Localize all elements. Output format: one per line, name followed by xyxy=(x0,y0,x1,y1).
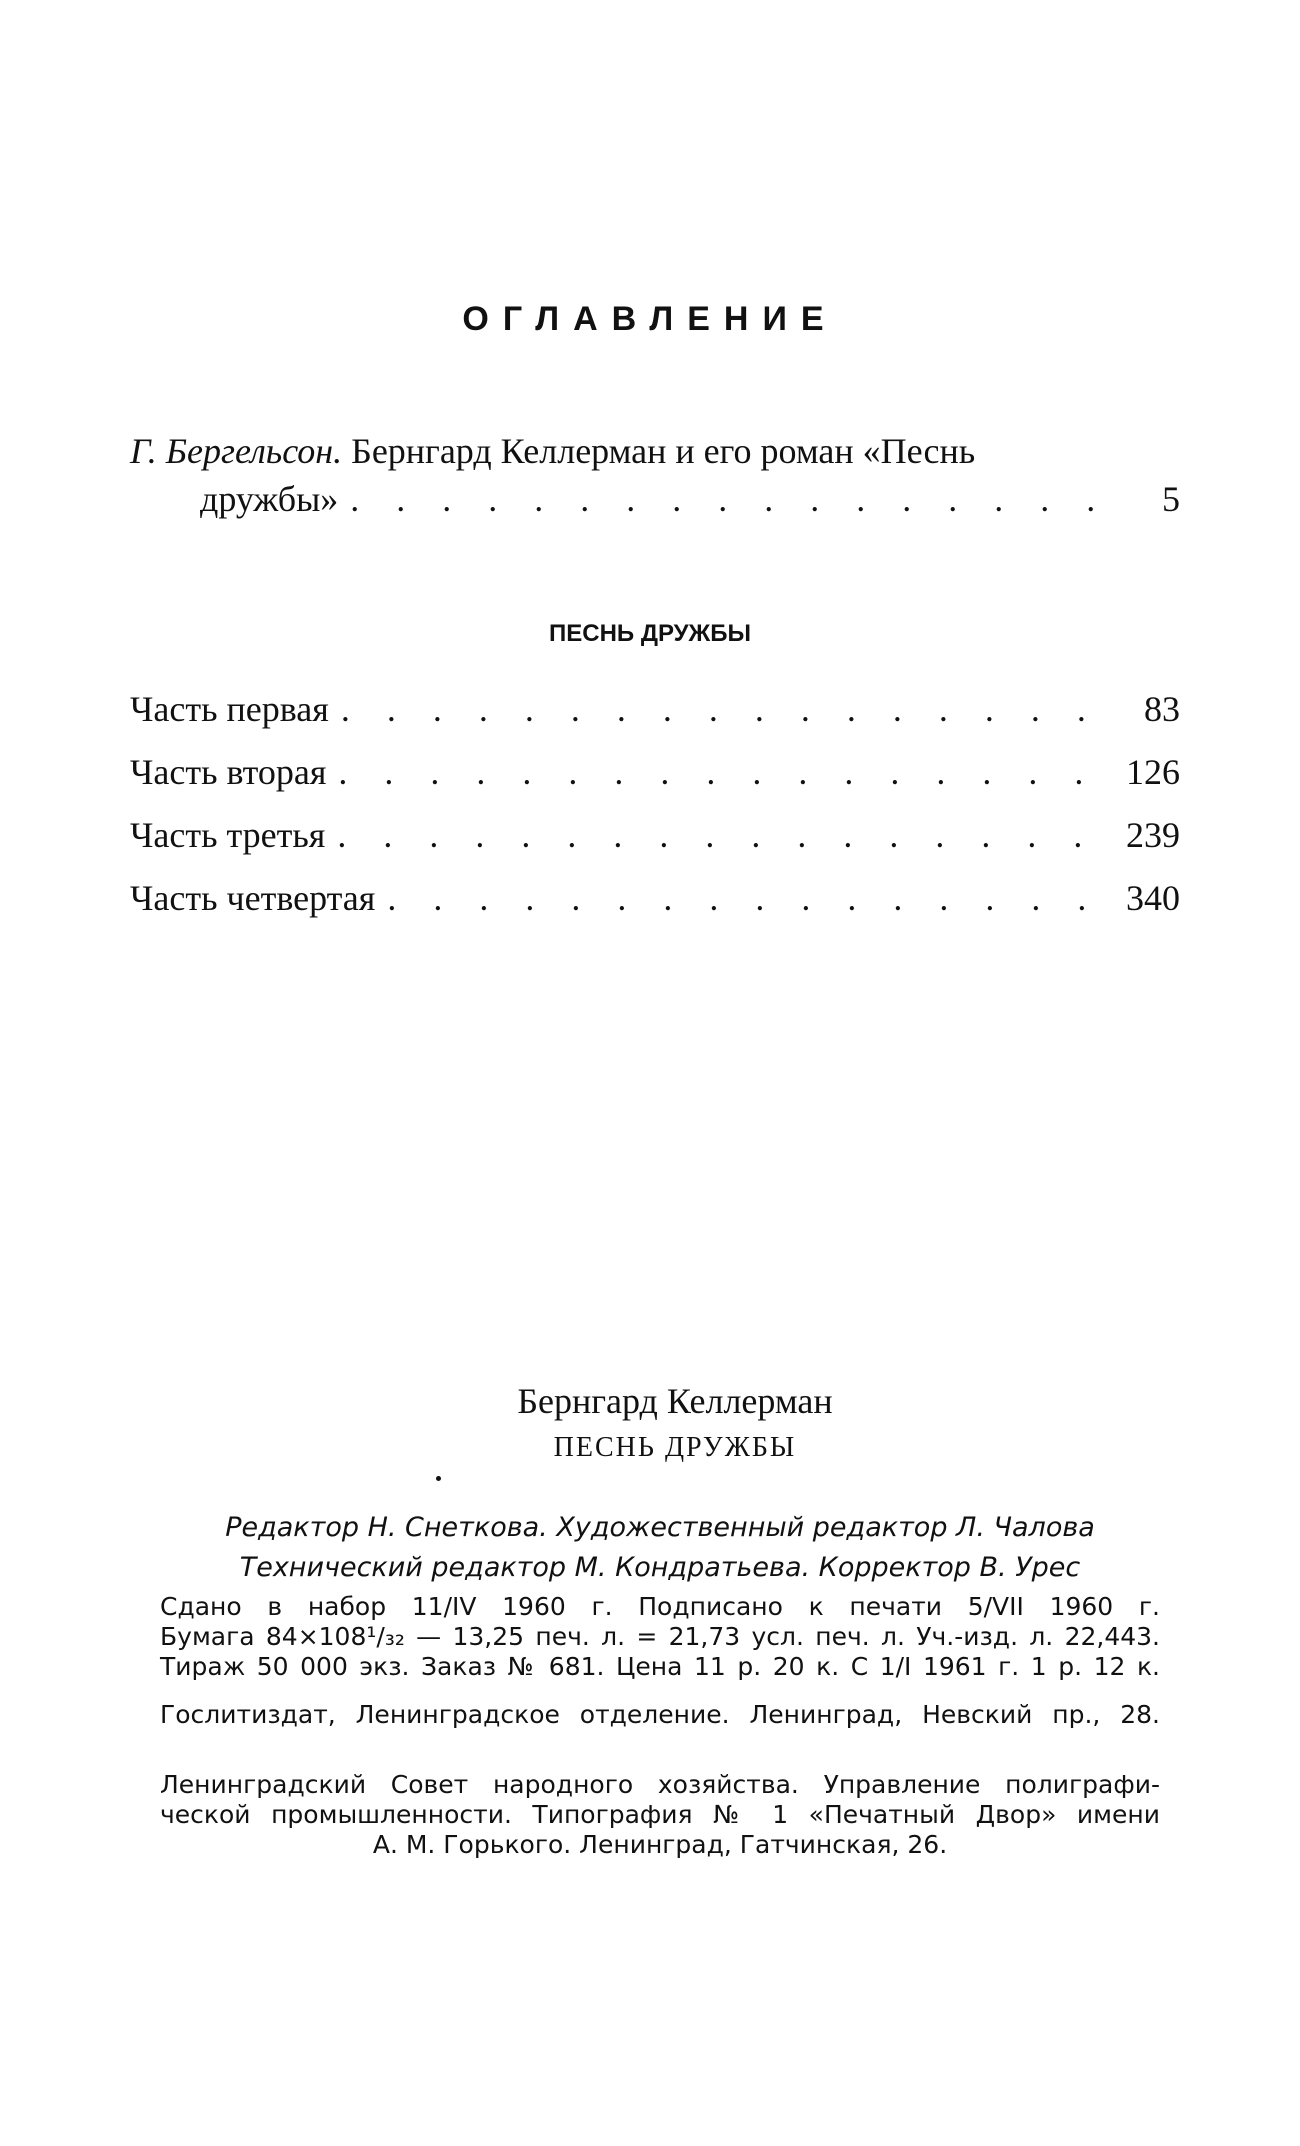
part-heading: ПЕСНЬ ДРУЖБЫ xyxy=(549,620,751,647)
publisher-line xyxy=(160,1700,1160,1730)
print-details-line: Тираж 50 000 экз. Заказ № 681. Цена 11 р. 20 к. С 1/I 1961 г. 1 р. 12 к. xyxy=(160,1652,1160,1681)
print-details-line: Сдано в набор 11/IV 1960 г. Подписано к печати 5/VII 1960 г. xyxy=(160,1592,1160,1621)
credits-line: Редактор Н. Снеткова. Художественный редактор Л. Чалова xyxy=(225,1512,1095,1543)
credits-line: Технический редактор М. Кондратьева. Корректор В. Урес xyxy=(239,1552,1081,1583)
printer-line: А. М. Горького. Ленинград, Гатчинская, 26. xyxy=(372,1830,948,1859)
colophon-author: Бернгард Келлерман xyxy=(517,1381,833,1421)
toc-entry xyxy=(130,877,1180,940)
toc-entry-page: 239 xyxy=(1126,815,1180,855)
toc-entry-label: Часть вторая xyxy=(130,752,327,792)
dot-leader xyxy=(375,877,1120,919)
dot-leader xyxy=(338,478,1120,520)
colophon-credits xyxy=(160,1508,1160,1588)
dot-leader xyxy=(325,814,1120,856)
publisher-text: Гослитиздат, Ленинградское отделение. Ленинград, Невский пр., 28. xyxy=(160,1700,1160,1729)
toc-entry-page: 126 xyxy=(1126,752,1180,792)
printer-line: Ленинградский Совет народного хозяйства. Управление полиграфи- xyxy=(160,1770,1160,1799)
printer-line: ческой промышленности. Типография № 1 «Печатный Двор» имени xyxy=(160,1800,1160,1829)
dot-leader xyxy=(329,688,1120,730)
toc-entry-page: 83 xyxy=(1144,689,1180,729)
toc-intro-line2 xyxy=(200,478,1180,520)
printer-info xyxy=(160,1770,1160,1860)
toc-entry-page: 340 xyxy=(1126,878,1180,918)
print-details xyxy=(160,1592,1160,1682)
toc-intro-line1 xyxy=(130,430,975,472)
intro-title-line1: Бернгард Келлерман и его роман «Песнь xyxy=(351,431,976,471)
toc-entry-label: Часть четвертая xyxy=(130,878,376,918)
print-speck xyxy=(436,1476,441,1481)
toc-entry-label: Часть первая xyxy=(130,689,329,729)
toc-entry xyxy=(130,814,1180,877)
colophon-title: ПЕСНЬ ДРУЖБЫ xyxy=(553,1432,797,1463)
toc-heading: ОГЛАВЛЕНИЕ xyxy=(462,300,838,338)
toc-entry-label: Часть третья xyxy=(130,815,326,855)
intro-title-line2: дружбы» xyxy=(200,479,339,519)
intro-author: Г. Бергельсон. xyxy=(130,431,343,471)
dot-leader xyxy=(326,751,1120,793)
toc-entry xyxy=(130,688,1180,751)
toc-list xyxy=(130,688,1180,940)
intro-page-number: 5 xyxy=(1162,479,1180,519)
toc-entry xyxy=(130,751,1180,814)
print-details-line: Бумага 84×108¹/₃₂ — 13,25 печ. л. = 21,73 усл. печ. л. Уч.-изд. л. 22,443. xyxy=(160,1622,1160,1651)
